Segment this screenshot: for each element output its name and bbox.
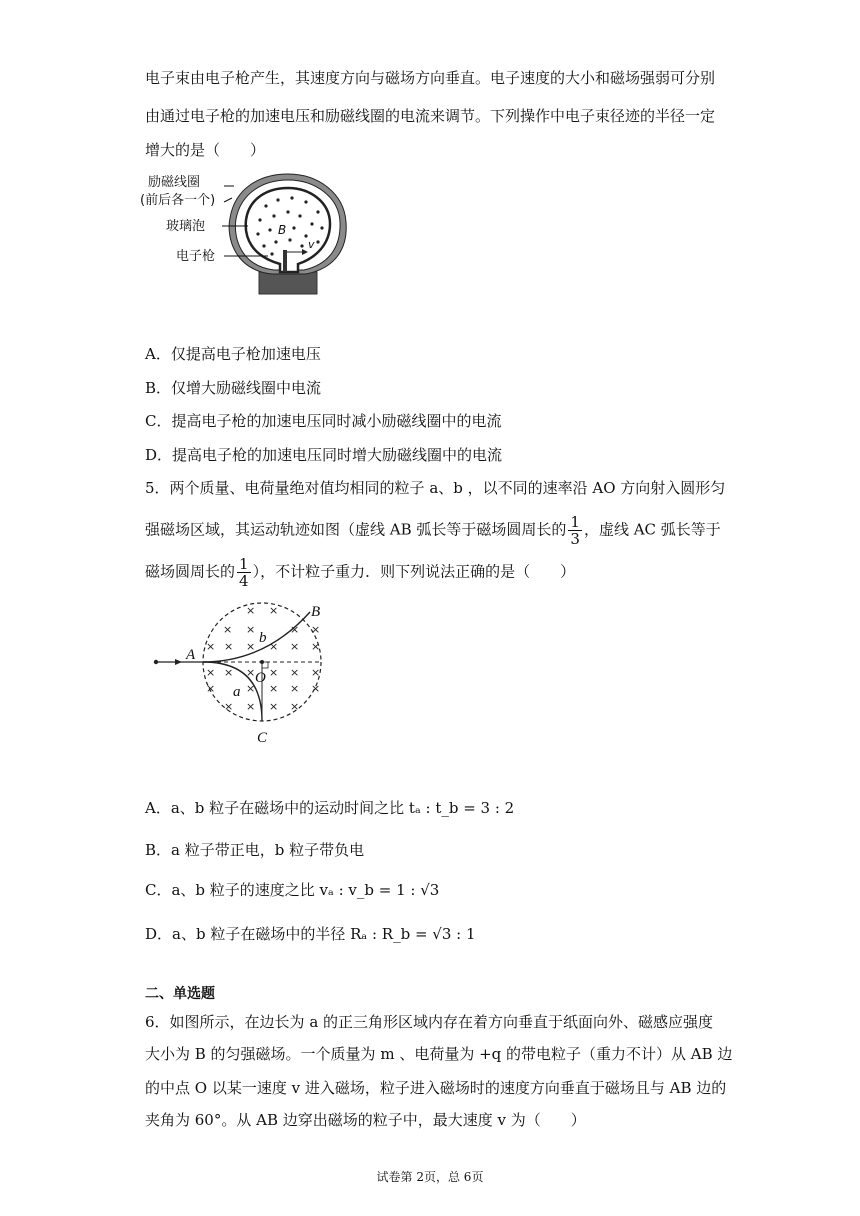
fraction-one-third (568, 514, 582, 547)
trajectory-b (203, 612, 310, 662)
svg-text:×: × (246, 700, 256, 713)
svg-text:×: × (223, 623, 233, 636)
apparatus-base (259, 272, 317, 294)
svg-text:×: × (246, 666, 256, 679)
svg-text:×: × (206, 640, 216, 653)
electron-gun (283, 250, 287, 272)
q5-field-figure (145, 600, 345, 750)
q5-line-3 (145, 556, 725, 589)
q4-option-d[interactable]: D．提高电子枪的加速电压同时增大励磁线圈中的电流 (145, 446, 503, 464)
q4-line-1: 电子束由电子枪产生，其速度方向与磁场方向垂直。电子速度的大小和磁场强弱可分别 (145, 69, 716, 87)
gun-label: 电子枪 (176, 249, 216, 264)
svg-text:×: × (224, 666, 234, 679)
point-B-label: B (311, 604, 321, 620)
q4-option-b[interactable]: B．仅增大励磁线圈中电流 (145, 379, 322, 397)
svg-text:×: × (311, 640, 321, 653)
q5-line-3-post: ），不计粒子重力．则下列说法正确的是（ ） (252, 562, 576, 581)
svg-text:×: × (246, 682, 256, 695)
frac2-num: 1 (239, 555, 249, 573)
q4-option-c[interactable]: C．提高电子枪的加速电压同时减小励磁线圈中的电流 (145, 412, 502, 430)
q5-line-2-pre: 强磁场区域，其运动轨迹如图（虚线 AB 弧长等于磁场圆周长的 (145, 520, 567, 539)
svg-text:×: × (269, 604, 279, 617)
section-title: 二、单选题 (145, 986, 215, 1002)
coil-label-note: (前后各一个) (140, 193, 216, 208)
svg-text:×: × (311, 682, 321, 695)
svg-text:×: × (290, 640, 300, 653)
q4-line-2: 由通过电子枪的加速电压和励磁线圈的电流来调节。下列操作中电子束径迹的半径一定 (145, 107, 716, 125)
svg-text:×: × (246, 623, 256, 636)
point-A-label: A (186, 647, 196, 663)
page-footer: 试卷第 2页，总 6页 (376, 1170, 484, 1184)
q5-option-d[interactable]: D．a、b 粒子在磁场中的半径 Rₐ : R_b = √3 : 1 (145, 925, 476, 943)
svg-text:×: × (246, 604, 256, 617)
q6-line-4: 夹角为 60°。从 AB 边穿出磁场的粒子中，最大速度 v 为（ ） (145, 1111, 586, 1129)
q4-option-a[interactable]: A．仅提高电子枪加速电压 (145, 345, 321, 363)
q5-line-3-pre: 磁场圆周长的 (145, 562, 236, 581)
svg-text:×: × (206, 682, 216, 695)
q5-option-a[interactable]: A．a、b 粒子在磁场中的运动时间之比 tₐ : t_b = 3 : 2 (145, 799, 515, 817)
svg-text:×: × (290, 700, 300, 713)
point-O-label: O (255, 670, 266, 686)
coil-label: 励磁线圈 (148, 175, 201, 190)
particle-a-label: a (233, 684, 241, 700)
point-C-label: C (257, 730, 268, 746)
svg-text:×: × (290, 623, 300, 636)
q5-line-1: 5．两个质量、电荷量绝对值均相同的粒子 a、b ，以不同的速率沿 AO 方向射入圆形匀 (145, 479, 726, 497)
particle-b-label: b (259, 630, 267, 646)
frac1-num: 1 (570, 513, 580, 531)
velocity-label: v (308, 238, 315, 251)
svg-text:×: × (269, 682, 279, 695)
svg-text:×: × (224, 640, 234, 653)
q5-line-2-post: ，虚线 AC 弧长等于 (583, 520, 721, 539)
svg-text:×: × (290, 666, 300, 679)
bulb-label: 玻璃泡 (166, 219, 206, 234)
svg-text:×: × (311, 623, 321, 636)
fraction-one-quarter (237, 556, 251, 589)
svg-text:×: × (269, 700, 279, 713)
q6-line-1: 6．如图所示，在边长为 a 的正三角形区域内存在着方向垂直于纸面向外、磁感应强度 (145, 1013, 714, 1031)
frac1-den: 3 (570, 530, 580, 548)
q5-option-b[interactable]: B．a 粒子带正电，b 粒子带负电 (145, 841, 365, 859)
q5-option-c[interactable]: C．a、b 粒子的速度之比 vₐ : v_b = 1 : √3 (145, 881, 440, 899)
q4-line-3: 增大的是（ ） (145, 141, 266, 159)
q6-line-3: 的中点 O 以某一速度 v 进入磁场，粒子进入磁场时的速度方向垂直于磁场且与 AB 边的 (145, 1079, 727, 1097)
svg-text:×: × (269, 640, 279, 653)
frac2-den: 4 (239, 572, 249, 590)
svg-text:×: × (206, 666, 216, 679)
svg-text:×: × (269, 666, 279, 679)
q5-line-2 (145, 514, 725, 547)
q4-apparatus-figure (140, 168, 360, 298)
svg-text:×: × (224, 700, 234, 713)
svg-text:×: × (311, 666, 321, 679)
svg-text:×: × (246, 640, 256, 653)
q6-line-2: 大小为 B 的匀强磁场。一个质量为 m 、电荷量为 +q 的带电粒子（重力不计）从 AB 边 (145, 1045, 733, 1063)
field-B-label: B (278, 223, 287, 237)
svg-text:×: × (290, 682, 300, 695)
